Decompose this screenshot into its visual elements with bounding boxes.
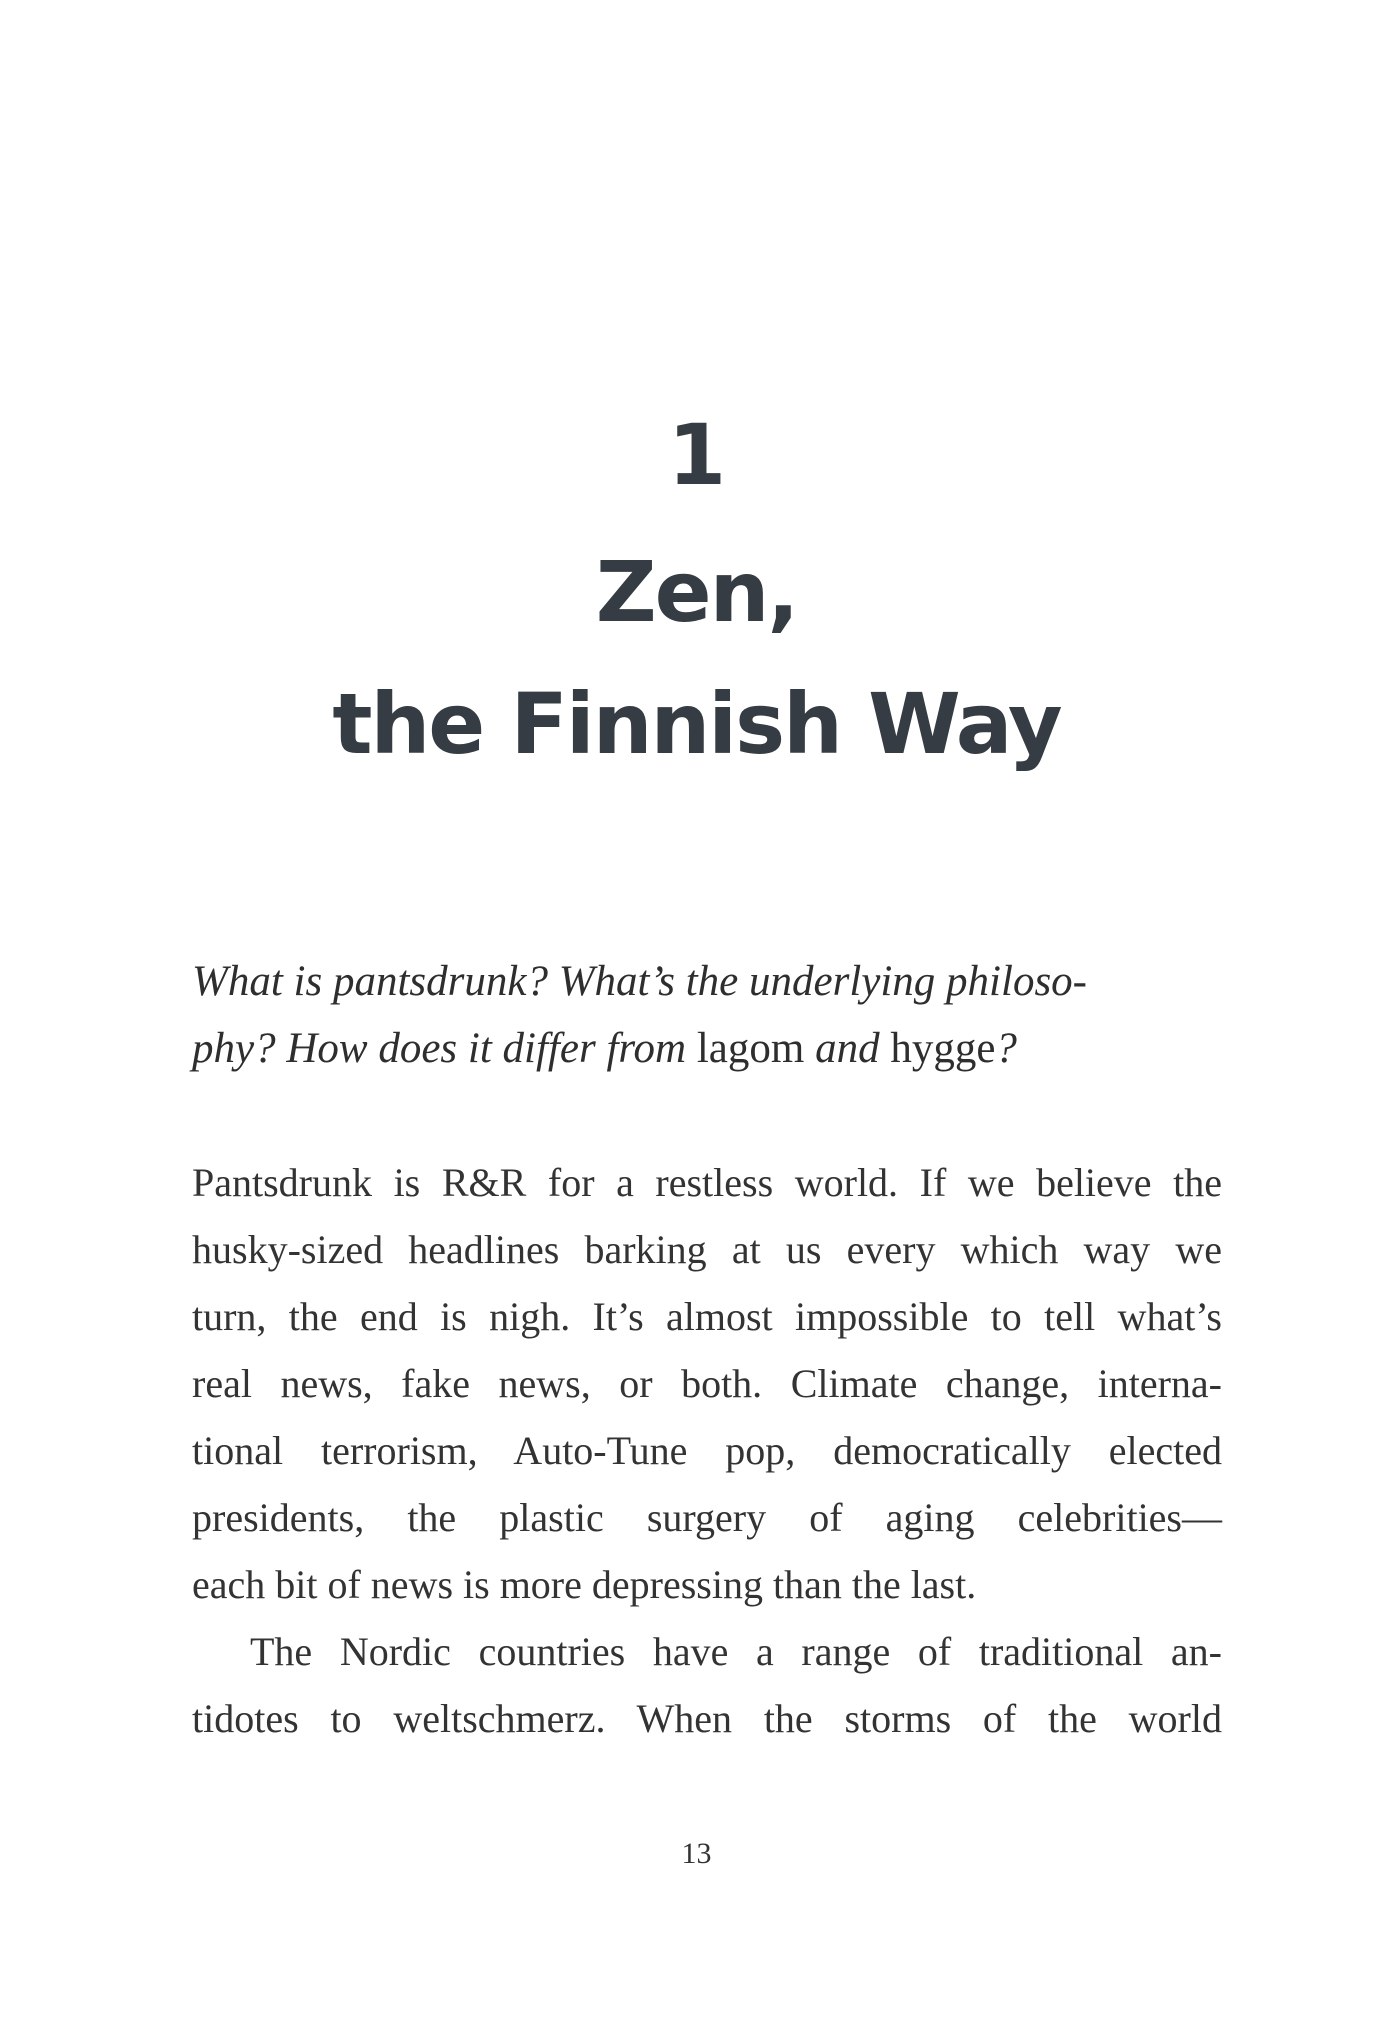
body-line: turn, the end is nigh. It’s almost impossible to tell what’s (192, 1294, 1222, 1339)
chapter-number: 1 (667, 406, 726, 504)
body-line: tional terrorism, Auto-Tune pop, democratically elected (192, 1428, 1222, 1473)
page-number: 13 (681, 1837, 712, 1870)
lead-word-and: and (804, 1025, 891, 1072)
chapter-title-line-2: the Finnish Way (332, 675, 1061, 773)
body-line: real news, fake news, or both. Climate change, interna- (192, 1361, 1222, 1406)
body-line: tidotes to weltschmerz. When the storms of the world (192, 1696, 1222, 1741)
chapter-lead-questions (192, 948, 1222, 1082)
body-paragraphs (192, 1149, 1222, 1752)
lead-line-2-start: phy? How does it differ from (192, 1025, 697, 1072)
body-line: husky-sized headlines barking at us every which way we (192, 1227, 1222, 1272)
body-line: The Nordic countries have a range of traditional an- (250, 1629, 1222, 1674)
lead-word-lagom: lagom (696, 1025, 805, 1072)
body-line: Pantsdrunk is R&R for a restless world. If we believe the (192, 1160, 1222, 1205)
body-line: each bit of news is more depressing than the last. (192, 1562, 977, 1607)
chapter-title (0, 526, 1393, 790)
lead-word-hygge: hygge (890, 1025, 996, 1072)
chapter-title-line-1: Zen, (595, 543, 798, 641)
body-line: presidents, the plastic surgery of aging celebrities— (192, 1495, 1222, 1540)
lead-end: ? (995, 1025, 1017, 1072)
lead-line-1: What is pantsdrunk? What’s the underlying philoso- (192, 958, 1088, 1005)
